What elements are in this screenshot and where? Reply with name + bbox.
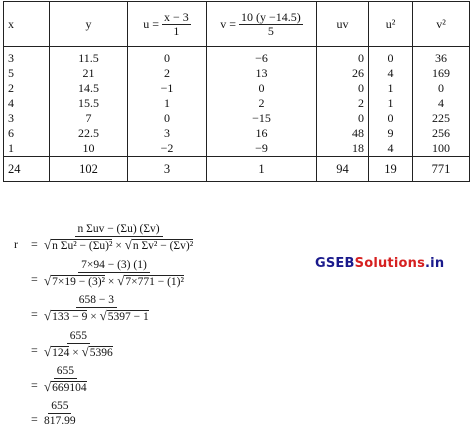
cell-u: 0: [128, 111, 207, 126]
cell-v: 0: [207, 81, 317, 96]
step1-fraction: [44, 222, 193, 254]
cell-x: 5: [4, 66, 50, 81]
radical-sign: √: [44, 344, 52, 359]
step4-denominator: [44, 344, 113, 361]
cell-v2: 169: [413, 66, 470, 81]
cell-y: 7: [50, 111, 128, 126]
step3-numerator: 658 − 3: [76, 293, 117, 308]
times-sign: ×: [72, 347, 79, 359]
cell-v: −6: [207, 47, 317, 67]
total-y: 102: [50, 157, 128, 182]
cell-uv: 0: [317, 81, 369, 96]
cell-y: 15.5: [50, 96, 128, 111]
header-uv: uv: [317, 2, 369, 47]
radical-sign: √: [81, 344, 89, 359]
step2-denominator: [44, 273, 184, 290]
header-y: y: [50, 2, 128, 47]
cell-y: 21: [50, 66, 128, 81]
cell-x: 3: [4, 111, 50, 126]
step5-fraction: [44, 364, 87, 396]
step2-fraction: [44, 258, 184, 290]
header-u-squared: u²: [369, 2, 413, 47]
step6-numerator: 655: [48, 399, 71, 414]
step4-den-a: 124: [52, 347, 70, 359]
radical-sign: √: [117, 273, 125, 288]
cell-u: −2: [128, 141, 207, 157]
cell-uv: 0: [317, 47, 369, 67]
step6-fraction: [44, 399, 76, 429]
total-uv: 94: [317, 157, 369, 182]
watermark-part2: Solutions: [354, 256, 426, 271]
cell-v: −9: [207, 141, 317, 157]
radical-sign: √: [44, 379, 52, 394]
cell-v2: 4: [413, 96, 470, 111]
cell-y: 22.5: [50, 126, 128, 141]
step3-den-a: 133 − 9: [52, 311, 88, 323]
cell-v2: 36: [413, 47, 470, 67]
header-x: x: [4, 2, 50, 47]
cell-v: 2: [207, 96, 317, 111]
cell-u2: 1: [369, 96, 413, 111]
step5-denominator: [44, 379, 87, 396]
equals-sign: =: [31, 307, 38, 321]
header-v-lhs: v =: [220, 16, 236, 31]
r-label: r: [14, 237, 18, 251]
cell-uv: 48: [317, 126, 369, 141]
cell-u: 1: [128, 96, 207, 111]
header-v-numerator: 10 (y −14.5): [241, 9, 301, 24]
cell-u2: 1: [369, 81, 413, 96]
cell-v: 13: [207, 66, 317, 81]
step5-den: 669104: [52, 382, 87, 394]
cell-v2: 100: [413, 141, 470, 157]
total-u-squared: 19: [369, 157, 413, 182]
watermark-part1: GSEB: [315, 256, 355, 271]
watermark-logo: [315, 256, 444, 271]
header-v-denominator: 5: [267, 23, 274, 38]
radical-sign: √: [124, 237, 132, 252]
cell-uv: 26: [317, 66, 369, 81]
step1-denominator: [44, 237, 193, 254]
cell-y: 11.5: [50, 47, 128, 67]
equals-sign: =: [31, 237, 38, 251]
step1-den-b: n Σv² − (Σv)²: [132, 240, 194, 252]
step1-numerator: n Σuv − (Σu) (Σv): [75, 222, 163, 237]
step2-den-b: 7×771 − (1)²: [125, 276, 184, 288]
header-u-numerator: x − 3: [164, 9, 189, 24]
total-u: 3: [128, 157, 207, 182]
cell-u2: 4: [369, 66, 413, 81]
equals-sign: =: [31, 343, 38, 357]
cell-u: 3: [128, 126, 207, 141]
cell-y: 10: [50, 141, 128, 157]
times-sign: ×: [107, 276, 115, 288]
step6-denominator: 817.99: [44, 415, 76, 427]
step2-numerator: 7×94 − (3) (1): [78, 258, 150, 273]
radical-sign: √: [44, 308, 52, 323]
step3-den-b: 5397 − 1: [107, 311, 149, 323]
total-v-squared: 771: [413, 157, 470, 182]
watermark-part3: .in: [425, 256, 445, 271]
step3-denominator: [44, 308, 149, 325]
cell-u2: 0: [369, 111, 413, 126]
step3-fraction: [44, 293, 149, 325]
times-sign: ×: [90, 311, 97, 323]
cell-x: 2: [4, 81, 50, 96]
cell-v2: 256: [413, 126, 470, 141]
step4-den-b: 5396: [89, 347, 113, 359]
radical-sign: √: [44, 237, 52, 252]
radical-sign: √: [44, 273, 52, 288]
times-sign: ×: [115, 240, 122, 252]
equals-sign: =: [31, 378, 38, 392]
equals-sign: =: [31, 412, 38, 426]
header-u-lhs: u =: [143, 16, 159, 31]
cell-y: 14.5: [50, 81, 128, 96]
cell-uv: 0: [317, 111, 369, 126]
cell-x: 1: [4, 141, 50, 157]
step5-numerator: 655: [54, 364, 77, 379]
step2-den-a: 7×19 − (3)²: [52, 276, 105, 288]
total-v: 1: [207, 157, 317, 182]
cell-u2: 9: [369, 126, 413, 141]
step4-fraction: [44, 329, 113, 361]
cell-u: 2: [128, 66, 207, 81]
radical-sign: √: [99, 308, 107, 323]
cell-x: 3: [4, 47, 50, 67]
cell-x: 4: [4, 96, 50, 111]
cell-v2: 0: [413, 81, 470, 96]
cell-v: 16: [207, 126, 317, 141]
cell-v2: 225: [413, 111, 470, 126]
step4-numerator: 655: [67, 329, 90, 344]
cell-u2: 4: [369, 141, 413, 157]
cell-uv: 18: [317, 141, 369, 157]
header-u-denominator: 1: [173, 23, 180, 38]
cell-x: 6: [4, 126, 50, 141]
cell-u2: 0: [369, 47, 413, 67]
cell-u: 0: [128, 47, 207, 67]
header-v-squared: v²: [413, 2, 470, 47]
cell-u: −1: [128, 81, 207, 96]
equals-sign: =: [31, 272, 38, 286]
cell-uv: 2: [317, 96, 369, 111]
cell-v: −15: [207, 111, 317, 126]
step1-den-a: n Σu² − (Σu)²: [52, 240, 113, 252]
total-x: 24: [4, 157, 50, 182]
